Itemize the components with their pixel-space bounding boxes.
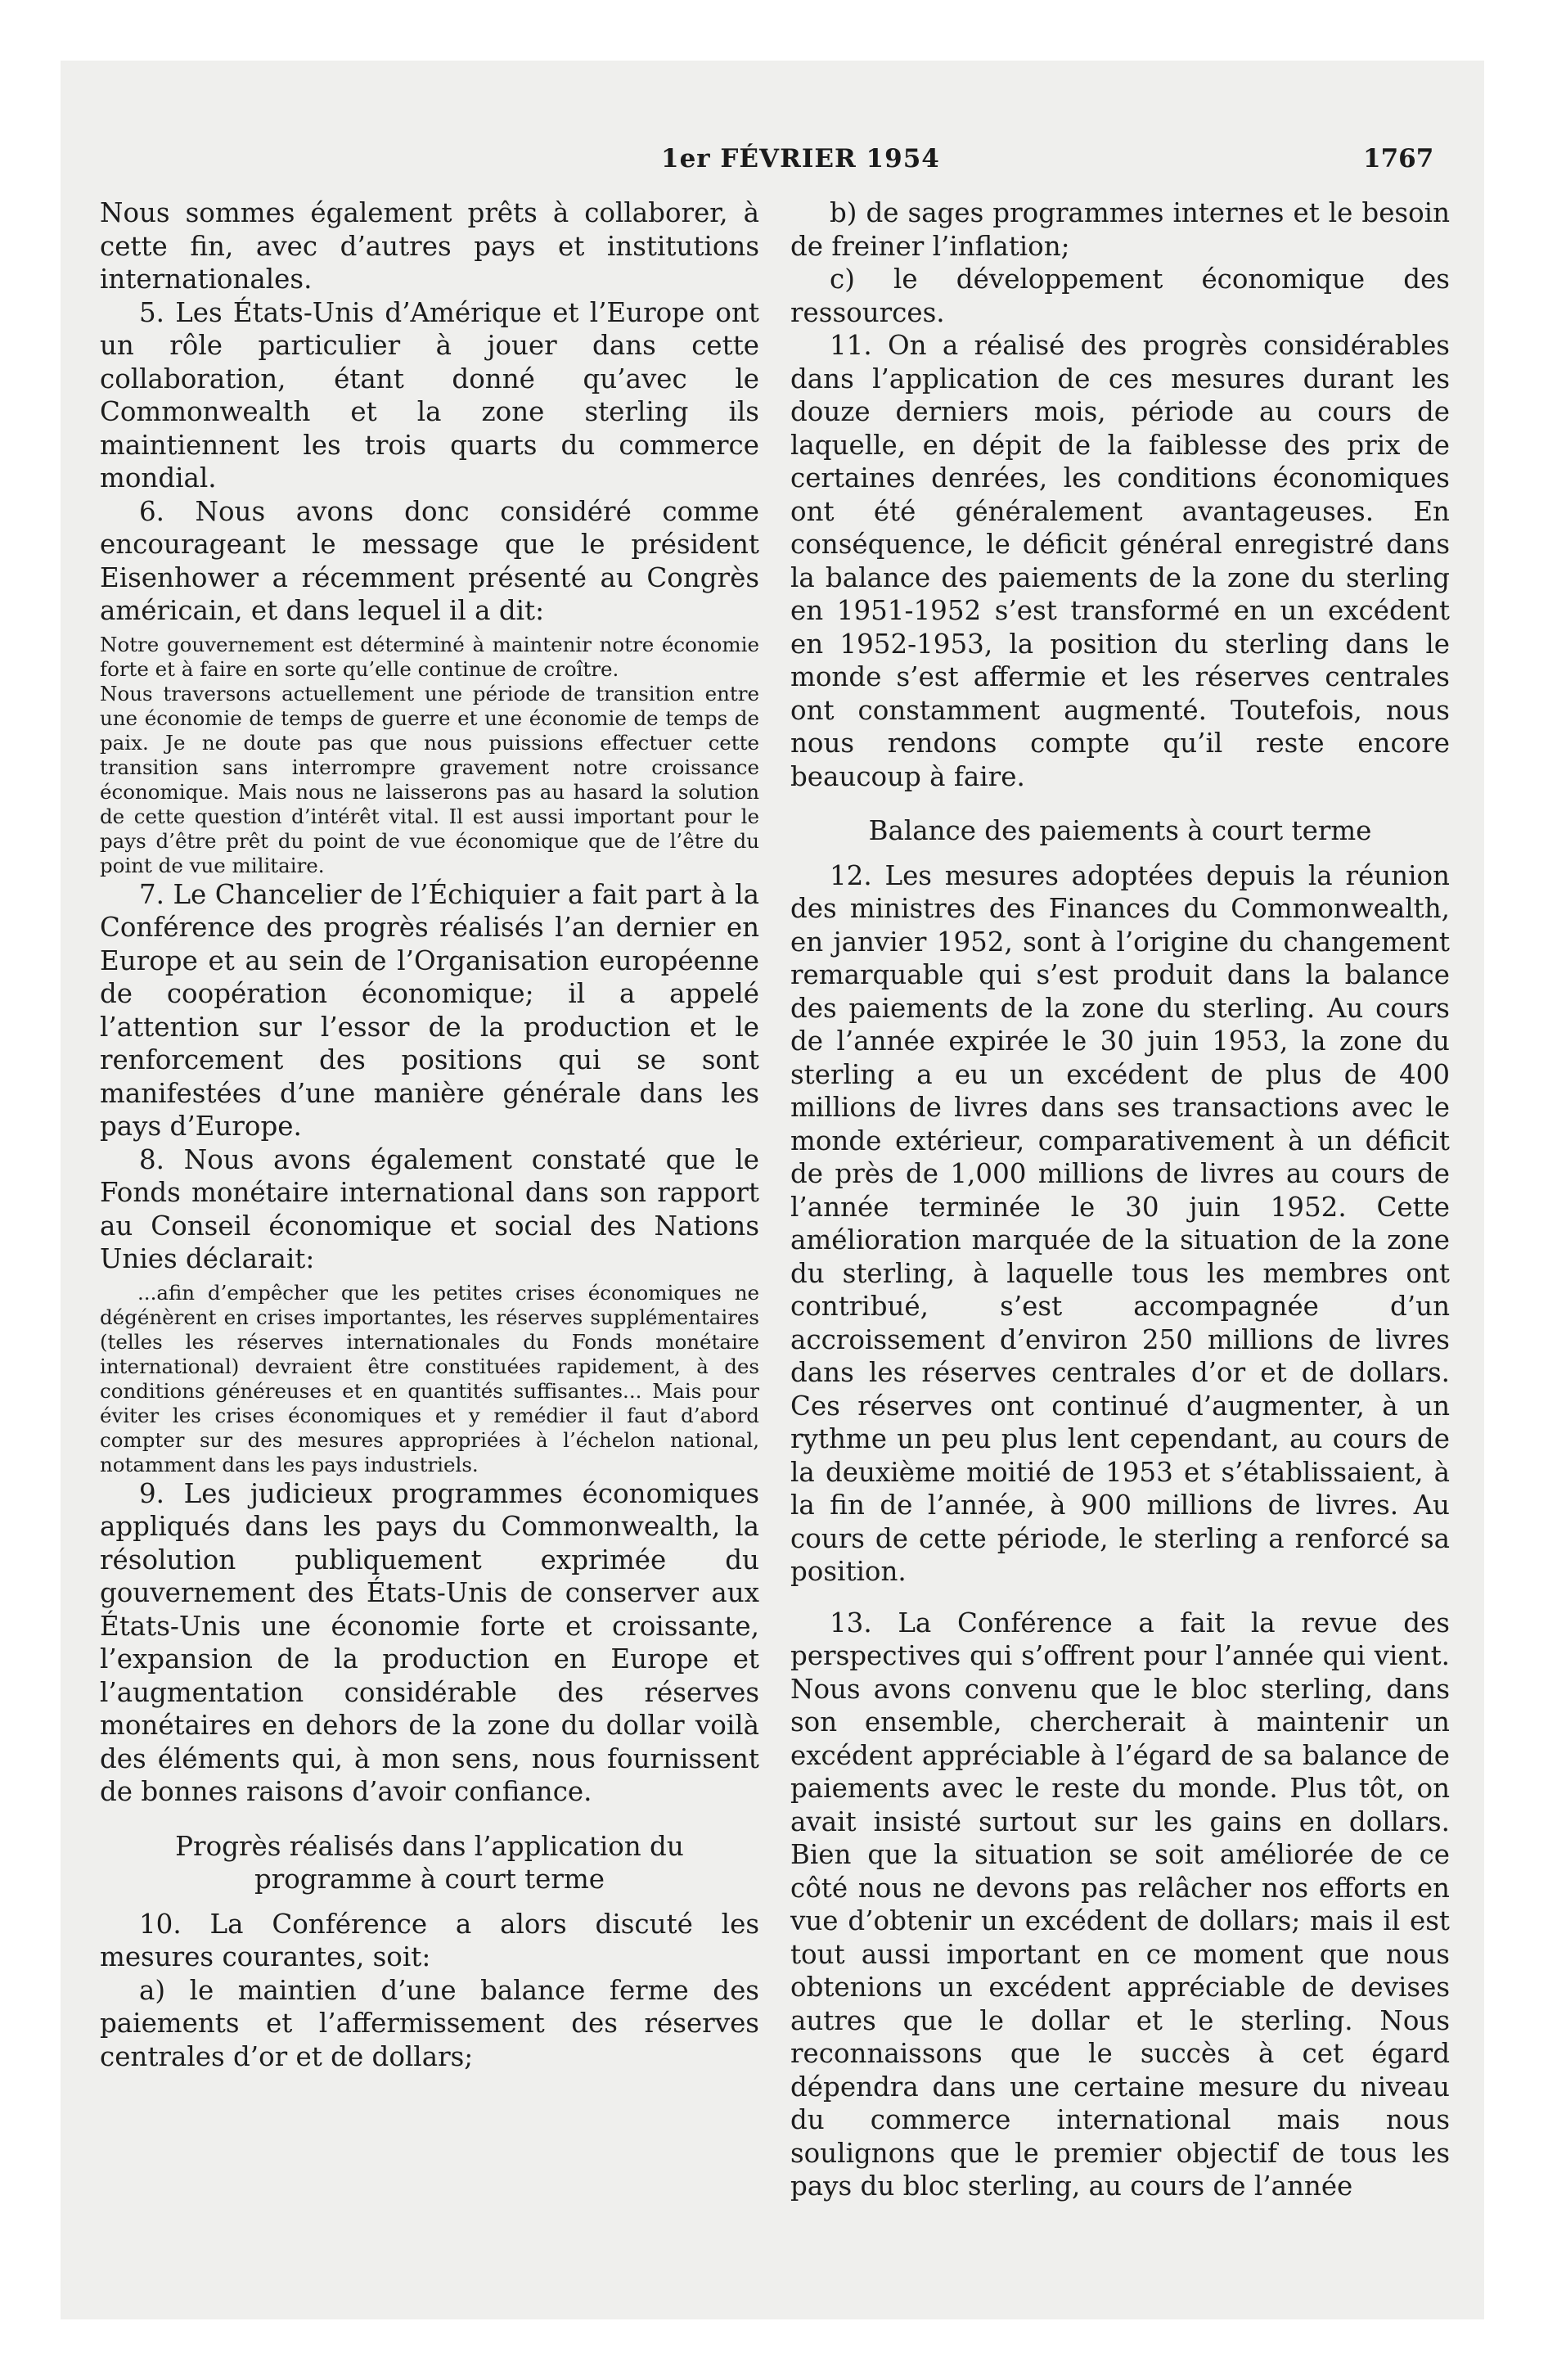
paragraph: 12. Les mesures adoptées depuis la réunion des ministres des Finances du Commonwealth, en janvier 1952, sont à l’origine du changement remarquable qui s’est produit dans la balance des paiements de la zone du sterling. Au cours de l’année expirée le 30 juin 1953, la zone du sterling a eu un excédent de plus de 400 millions de livres dans ses transactions avec le monde extérieur, comparativement à un déficit de près de 1,000 millions de livres au cours de l’année terminée le 30 juin 1952. Cette amélioration marquée de la situation de la zone du sterling, à laquelle tous les membres ont contribué, s’est accompagnée d’un accroissement d’environ 250 millions de livres dans les réserves centrales d’or et de dollars. Ces réserves ont continué d’augmenter, à un rythme un peu plus lent cependant, au cours de la deuxième moitié de 1953 et s’établissaient, à la fin de l’année, à 900 millions de livres. Au cours de cette période, le sterling a renforcé sa position.: [790, 859, 1450, 1587]
paragraph: 8. Nous avons également constaté que le Fonds monétaire international dans son rapport au Conseil économique et social des Nations Unies déclarait:: [100, 1143, 759, 1274]
list-item: b) de sages programmes internes et le besoin de freiner l’inflation;: [790, 197, 1450, 262]
block-quote: Nous traversons actuellement une période de transition entre une économie de temps de guerre et une économie de temps de paix. Je ne doute pas que nous puissions effectuer cette transition sans interrompre gravement notre croissance économique. Mais nous ne laisserons pas au hasard la solution de cette question d’intérêt vital. Il est aussi important pour le pays d’être prêt du point de vue économique que de l’être du point de vue militaire.: [100, 681, 759, 877]
paragraph: 10. La Conférence a alors discuté les mesures courantes, soit:: [100, 1908, 759, 1972]
section-heading: Balance des paiements à court terme: [868, 815, 1372, 846]
section-heading: Progrès réalisés dans l’application du programme à court terme: [175, 1830, 684, 1895]
list-item: c) le développement économique des ressources.: [790, 264, 1450, 328]
paragraph: Nous sommes également prêts à collaborer, à cette fin, avec d’autres pays et institutions internationales.: [100, 197, 759, 295]
page-header: [0, 144, 1548, 177]
page-number: 1767: [1363, 144, 1434, 174]
right-column: [790, 196, 1450, 2203]
paragraph: 6. Nous avons donc considéré comme encourageant le message que le président Eisenhower a récemment présenté au Congrès américain, et dans lequel il a dit:: [100, 495, 759, 626]
paragraph: 13. La Conférence a fait la revue des perspectives qui s’offrent pour l’année qui vient. Nous avons convenu que le bloc sterling, dans son ensemble, chercherait à maintenir un excédent appréciable à l’égard de sa balance de paiements avec le reste du monde. Plus tôt, on avait insisté surtout sur les gains en dollars. Bien que la situation se soit améliorée de ce côté nous ne devons pas relâcher nos efforts en vue d’obtenir un excédent de dollars; mais il est tout aussi important en ce moment que nous obtenions un excédent appréciable de devises autres que le dollar et le sterling. Nous reconnaissons que le succès à cet égard dépendra dans une certaine mesure du niveau du commerce international mais nous soulignons que le premier objectif de tous les pays du bloc sterling, au cours de l’année: [790, 1607, 1450, 2202]
paragraph: 9. Les judicieux programmes économiques appliqués dans les pays du Commonwealth, la résolution publiquement exprimée du gouvernement des États-Unis de conserver aux États-Unis une économie forte et croissante, l’expansion de la production en Europe et l’augmentation considérable des réserves monétaires en dehors de la zone du dollar voilà des éléments qui, à mon sens, nous fournissent de bonnes raisons d’avoir confiance.: [100, 1477, 759, 1807]
left-column: [100, 196, 759, 2073]
block-quote: Notre gouvernement est déterminé à maintenir notre économie forte et à faire en sorte qu’elle continue de croître.: [100, 632, 759, 681]
header-date: 1er FÉVRIER 1954: [661, 144, 940, 174]
paragraph: 5. Les États-Unis d’Amérique et l’Europe ont un rôle particulier à jouer dans cette collaboration, étant donné qu’avec le Commonwealth et la zone sterling ils maintiennent les trois quarts du commerce mondial.: [100, 296, 759, 494]
block-quote: ...afin d’empêcher que les petites crises économiques ne dégénèrent en crises importantes, les réserves supplémentaires (telles les réserves internationales du Fonds monétaire international) devraient être constituées rapidement, à des conditions généreuses et en quantités suffisantes... Mais pour éviter les crises économiques et y remédier il faut d’abord compter sur des mesures appropriées à l’échelon national, notamment dans les pays industriels.: [100, 1280, 759, 1476]
list-item: a) le maintien d’une balance ferme des paiements et l’affermissement des réserves centrales d’or et de dollars;: [100, 1974, 759, 2072]
paragraph: 11. On a réalisé des progrès considérables dans l’application de ces mesures durant les douze derniers mois, période au cours de laquelle, en dépit de la faiblesse des prix de certaines denrées, les conditions économiques ont été généralement avantageuses. En conséquence, le déficit général enregistré dans la balance des paiements de la zone du sterling en 1951-1952 s’est transformé en un excédent en 1952-1953, la position du sterling dans le monde s’est affermie et les réserves centrales ont constamment augmenté. Toutefois, nous nous rendons compte qu’il reste encore beaucoup à faire.: [790, 330, 1450, 792]
paragraph: 7. Le Chancelier de l’Échiquier a fait part à la Conférence des progrès réalisés l’an dernier en Europe et au sein de l’Organisation européenne de coopération économique; il a appelé l’attention sur l’essor de la production et le renforcement des positions qui se sont manifestées d’une manière générale dans les pays d’Europe.: [100, 878, 759, 1142]
